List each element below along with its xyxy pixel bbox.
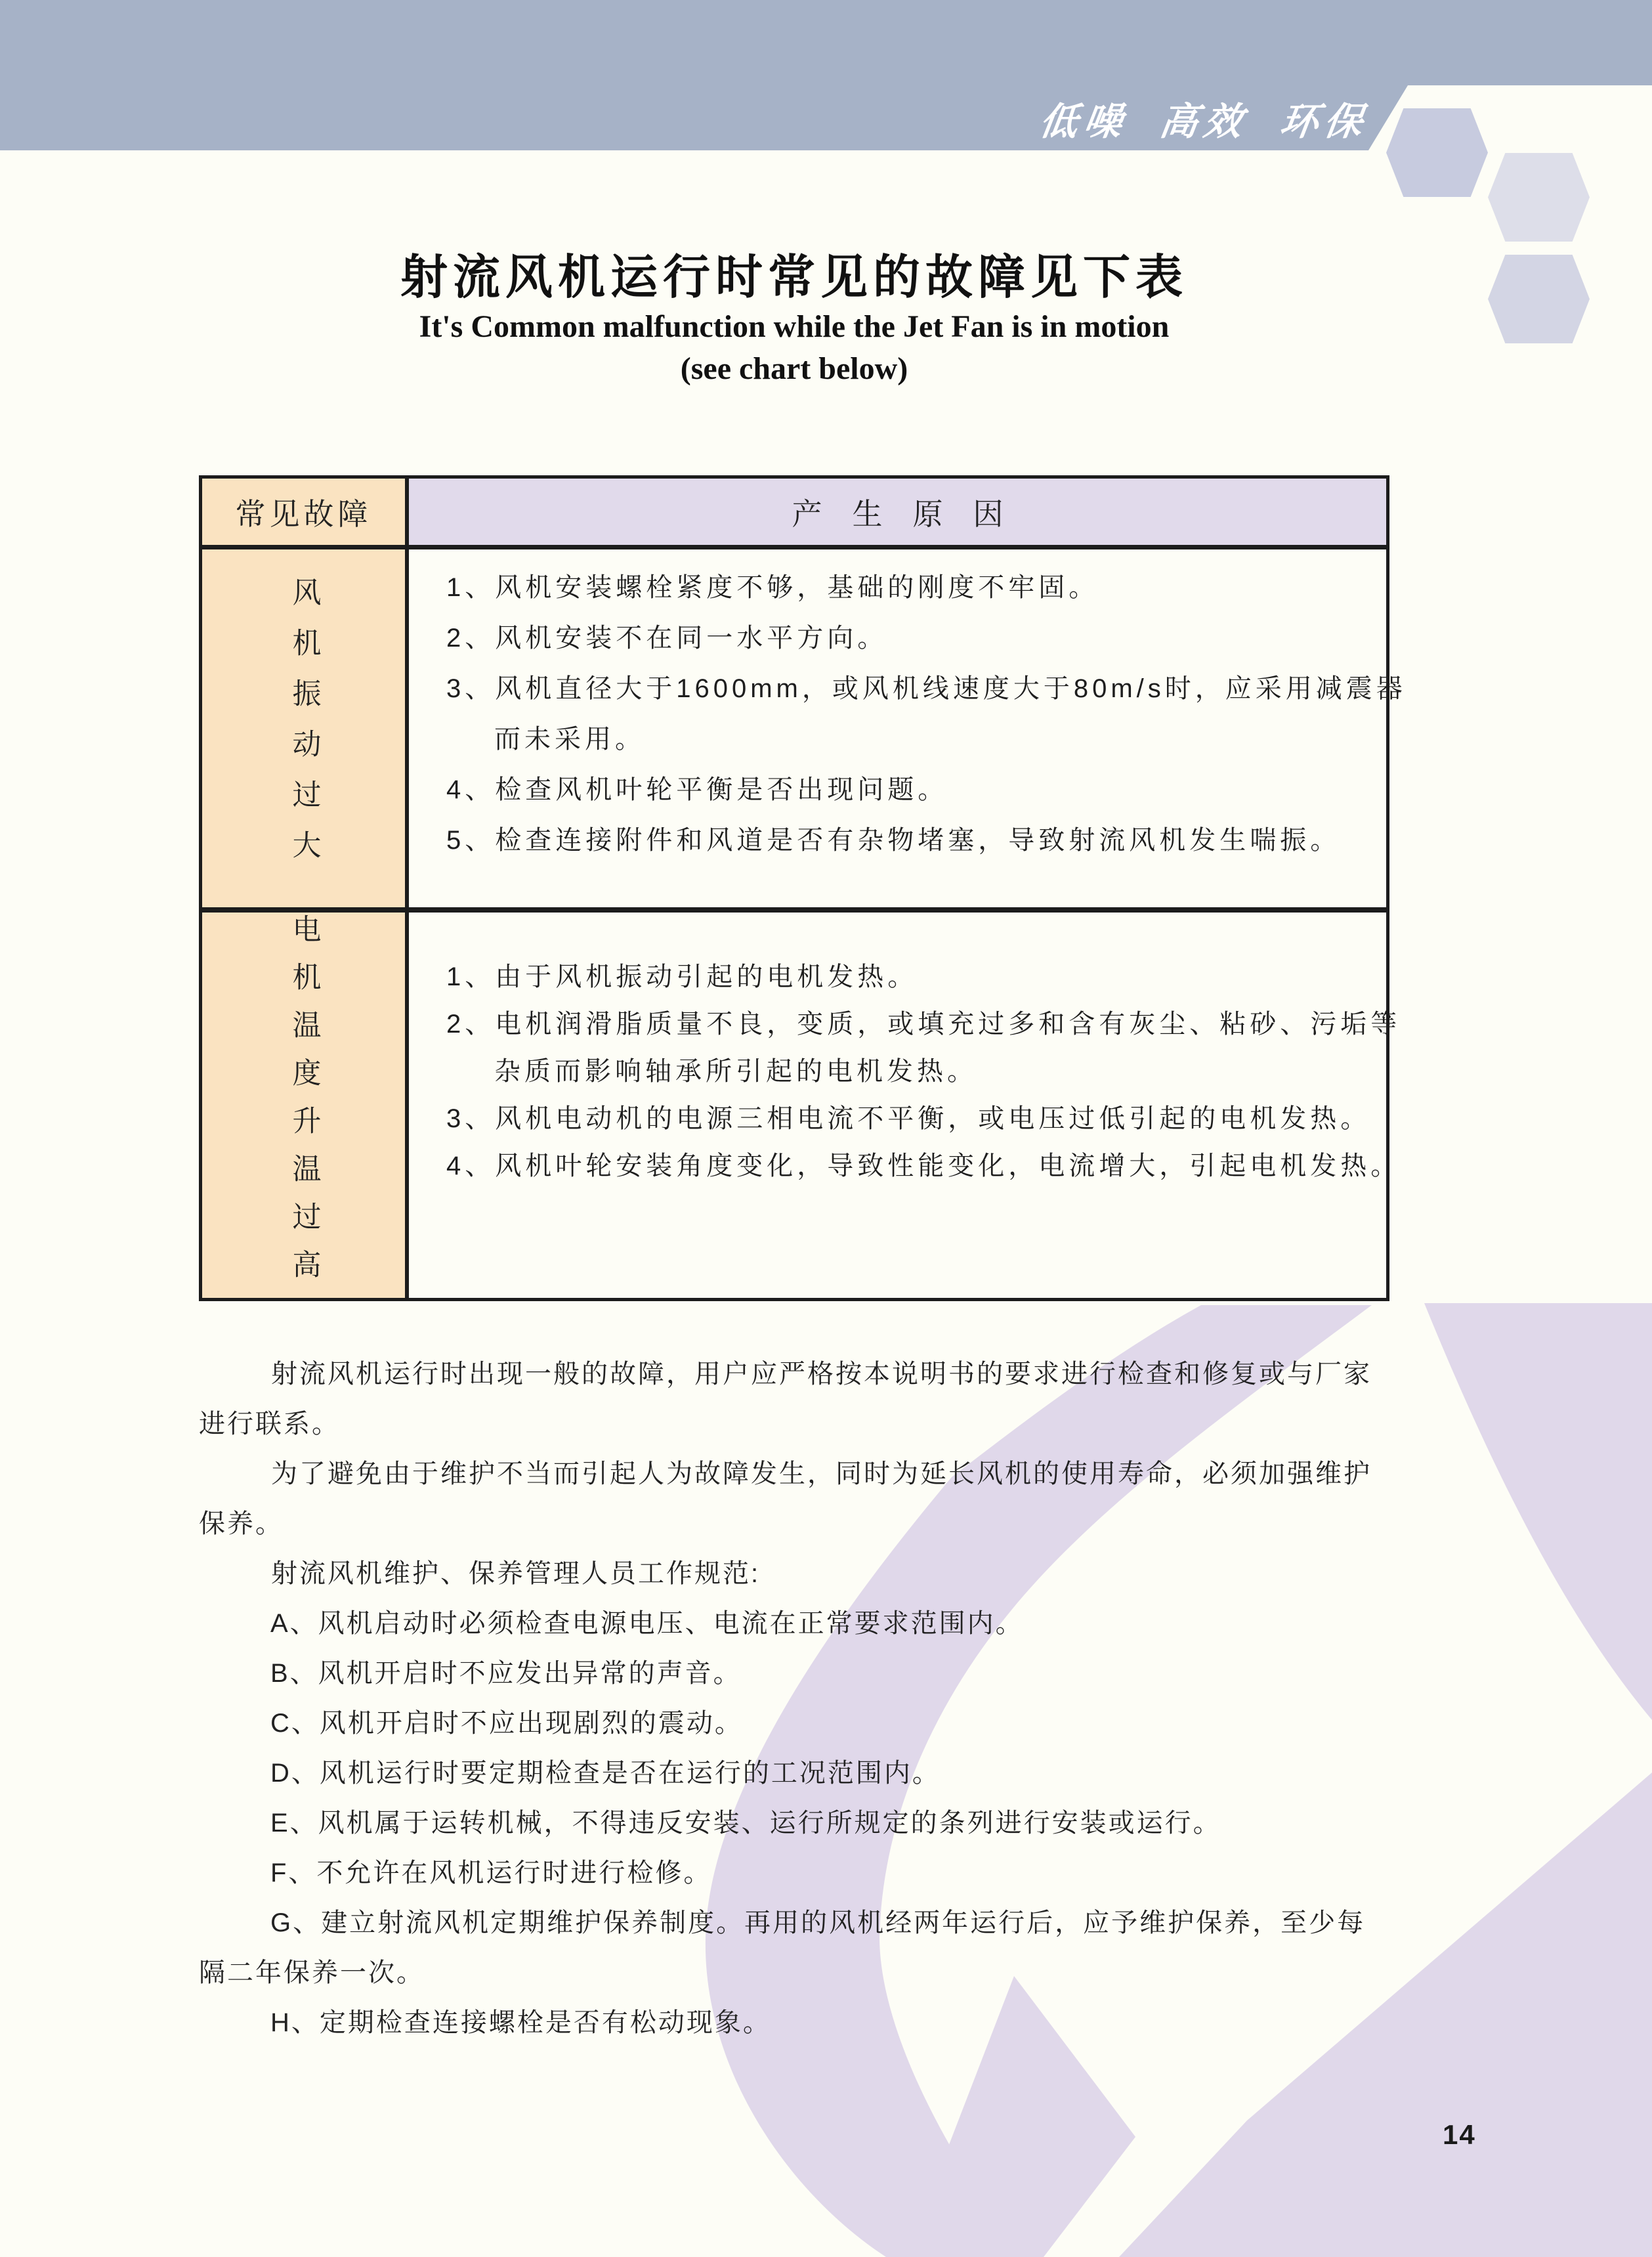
body-text-line: 射流风机维护、保养管理人员工作规范: xyxy=(271,1559,761,1588)
table-row-vibration xyxy=(202,549,1407,913)
fault-cell-vibration xyxy=(202,549,409,907)
fault-label: 电机温度升温过高 xyxy=(287,913,320,1297)
body-text-line: 射流风机运行时出现一般的故障，用户应严格按本说明书的要求进行检查和修复或与厂家 xyxy=(271,1360,1372,1388)
cause-list xyxy=(409,913,1401,1190)
header-cell-cause xyxy=(409,479,1386,545)
hexagon-decoration-2 xyxy=(1488,153,1590,242)
cause-line: 4、风机叶轮安装角度变化，导致性能变化，电流增大，引起电机发热。 xyxy=(446,1151,1401,1180)
page-title-zh: 射流风机运行时常见的故障见下表 xyxy=(400,251,1188,304)
cause-line: 5、检查连接附件和风道是否有杂物堵塞，导致射流风机发生喘振。 xyxy=(446,826,1341,855)
body-text-line: 进行联系。 xyxy=(199,1409,340,1438)
table-row-motor-temp xyxy=(202,913,1401,1298)
page-title-en-line2: (see chart below) xyxy=(680,351,908,386)
fault-table xyxy=(199,475,1407,1301)
cause-line: 3、风机直径大于1600mm，或风机线速度大于80m/s时，应采用减震器 xyxy=(446,674,1407,703)
column-header-fault: 常见故障 xyxy=(235,496,372,531)
header-slogan: 低噪 高效 环保 xyxy=(1036,100,1372,143)
column-header-cause: 产生原因 xyxy=(792,496,1034,531)
body-text-line: D、风机运行时要定期检查是否在运行的工况范围内。 xyxy=(270,1759,941,1788)
cause-line: 2、风机安装不在同一水平方向。 xyxy=(446,624,888,653)
hexagon-decoration-1 xyxy=(1386,108,1488,197)
cause-line: 杂质而影响轴承所引起的电机发热。 xyxy=(494,1057,977,1086)
cause-line: 2、电机润滑脂质量不良，变质，或填充过多和含有灰尘、粘砂、污垢等 xyxy=(446,1010,1401,1039)
page-number: 14 xyxy=(1443,2119,1476,2150)
body-text-line: H、定期检查连接螺栓是否有松动现象。 xyxy=(270,2008,771,2037)
body-text-line: 隔二年保养一次。 xyxy=(199,1958,425,1987)
body-text-line: C、风机开启时不应出现剧烈的震动。 xyxy=(270,1709,743,1738)
body-text-line: E、风机属于运转机械，不得违反安装、运行所规定的条列进行安装或运行。 xyxy=(270,1809,1221,1838)
cause-list xyxy=(409,549,1407,866)
cause-line: 1、风机安装螺栓紧度不够，基础的刚度不牢固。 xyxy=(446,573,1099,602)
cause-cell-motor-temp xyxy=(409,913,1401,1298)
cause-line: 而未采用。 xyxy=(494,725,645,754)
cause-line: 1、由于风机振动引起的电机发热。 xyxy=(446,962,918,991)
body-text-line: 保养。 xyxy=(199,1509,284,1538)
cause-cell-vibration xyxy=(409,549,1407,907)
body-text-line: A、风机启动时必须检查电源电压、电流在正常要求范围内。 xyxy=(270,1609,1024,1638)
title-block xyxy=(199,249,1389,390)
body-text-line: F、不允许在风机运行时进行检修。 xyxy=(270,1859,712,1887)
fault-label: 风机振动过大 xyxy=(287,576,320,880)
cause-line: 3、风机电动机的电源三相电流不平衡，或电压过低引起的电机发热。 xyxy=(446,1104,1371,1133)
page-title-en-line1: It's Common malfunction while the Jet Fan is in motion xyxy=(419,309,1170,344)
body-text-line: B、风机开启时不应发出异常的声音。 xyxy=(270,1659,742,1688)
body-text-line: G、建立射流风机定期维护保养制度。再用的风机经两年运行后，应予维护保养，至少每 xyxy=(270,1908,1366,1937)
hexagon-decoration-3 xyxy=(1488,255,1590,343)
cause-line: 4、检查风机叶轮平衡是否出现问题。 xyxy=(446,775,948,804)
header-cell-fault xyxy=(202,479,409,545)
body-text-block xyxy=(199,1349,1393,2048)
table-header-row xyxy=(202,479,1386,549)
fault-cell-motor-temp xyxy=(202,913,409,1298)
body-text-line: 为了避免由于维护不当而引起人为故障发生，同时为延长风机的使用寿命，必须加强维护 xyxy=(271,1459,1372,1488)
watermark-corner-upper xyxy=(1424,1303,1652,1720)
